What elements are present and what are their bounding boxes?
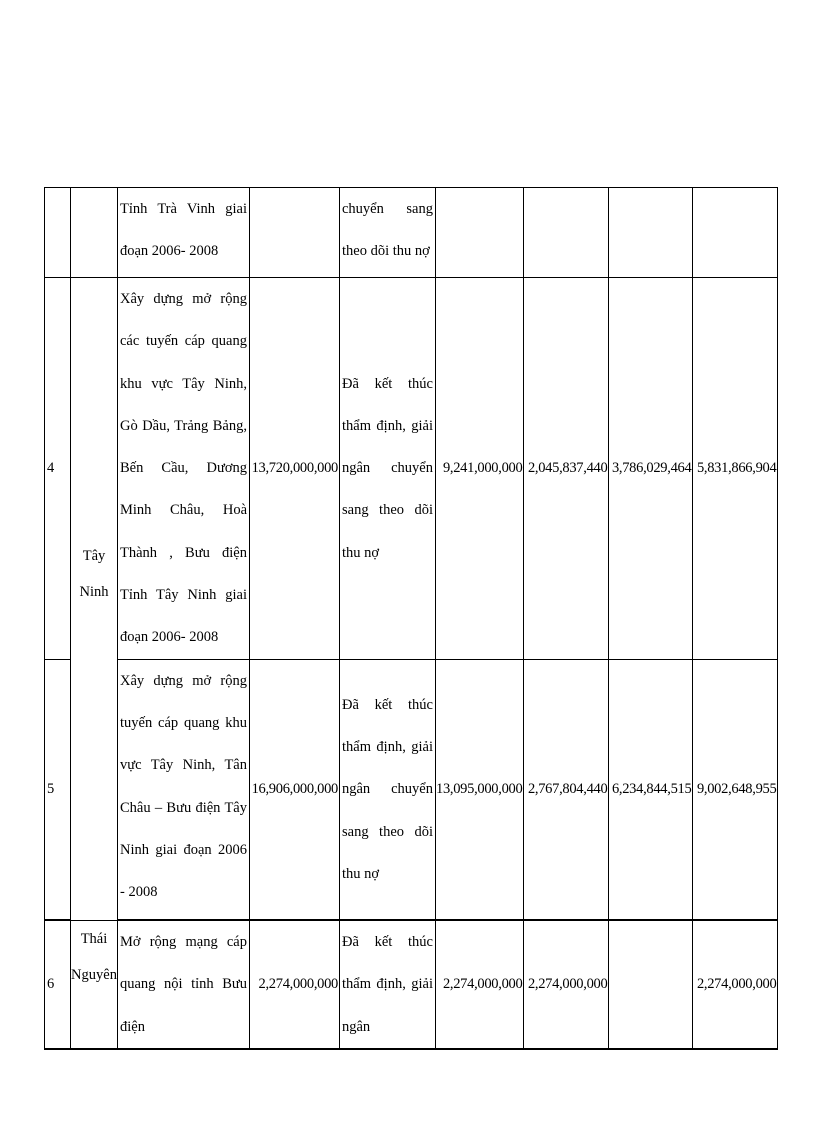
project-cell: Xây dựng mở rộng các tuyến cáp quang khu vực Tây Ninh, Gò Dầu, Trảng Bảng, Bến Cầu, Dương Minh Châu, Hoà Thành , Bưu điện Tỉnh Tây Ninh giai đoạn 2006- 2008 [118, 278, 250, 660]
value-cell: 2,274,000,000 [524, 920, 609, 1049]
table-row [45, 278, 778, 660]
project-cell: Mở rộng mạng cáp quang nội tỉnh Bưu điện [118, 920, 250, 1049]
value-cell: 13,095,000,000 [436, 659, 524, 920]
value-cell: 2,274,000,000 [693, 920, 778, 1049]
value-cell: 2,045,837,440 [524, 278, 609, 660]
value-cell: 9,241,000,000 [436, 278, 524, 660]
table-row [45, 659, 778, 920]
value-cell [524, 188, 609, 278]
status-cell: Đã kết thúc thẩm định, giải ngân chuyển sang theo dõi thu nợ [340, 659, 436, 920]
value-cell [436, 188, 524, 278]
value-cell: 9,002,648,955 [693, 659, 778, 920]
value-cell [693, 188, 778, 278]
value-cell: 5,831,866,904 [693, 278, 778, 660]
index-cell: 4 [45, 278, 71, 660]
index-cell: 6 [45, 920, 71, 1049]
total-cell: 16,906,000,000 [250, 659, 340, 920]
project-table [44, 187, 778, 1050]
status-cell: Đã kết thúc thẩm định, giải ngân chuyển sang theo dõi thu nợ [340, 278, 436, 660]
project-cell: Tỉnh Trà Vinh giai đoạn 2006- 2008 [118, 188, 250, 278]
value-cell: 6,234,844,515 [609, 659, 693, 920]
total-cell: 2,274,000,000 [250, 920, 340, 1049]
table-row [45, 920, 778, 1049]
province-cell: Tây Ninh [71, 278, 118, 921]
total-cell [250, 188, 340, 278]
table-row [45, 188, 778, 278]
value-cell: 2,274,000,000 [436, 920, 524, 1049]
province-cell [71, 188, 118, 278]
total-cell: 13,720,000,000 [250, 278, 340, 660]
status-cell: chuyển sang theo dõi thu nợ [340, 188, 436, 278]
status-cell: Đã kết thúc thẩm định, giải ngân [340, 920, 436, 1049]
value-cell: 2,767,804,440 [524, 659, 609, 920]
index-cell [45, 188, 71, 278]
province-cell: Thái Nguyên [71, 920, 118, 1049]
value-cell [609, 920, 693, 1049]
value-cell [609, 188, 693, 278]
index-cell: 5 [45, 659, 71, 920]
project-cell: Xây dựng mở rộng tuyến cáp quang khu vực Tây Ninh, Tân Châu – Bưu điện Tây Ninh giai đoạn 2006 - 2008 [118, 659, 250, 920]
value-cell: 3,786,029,464 [609, 278, 693, 660]
